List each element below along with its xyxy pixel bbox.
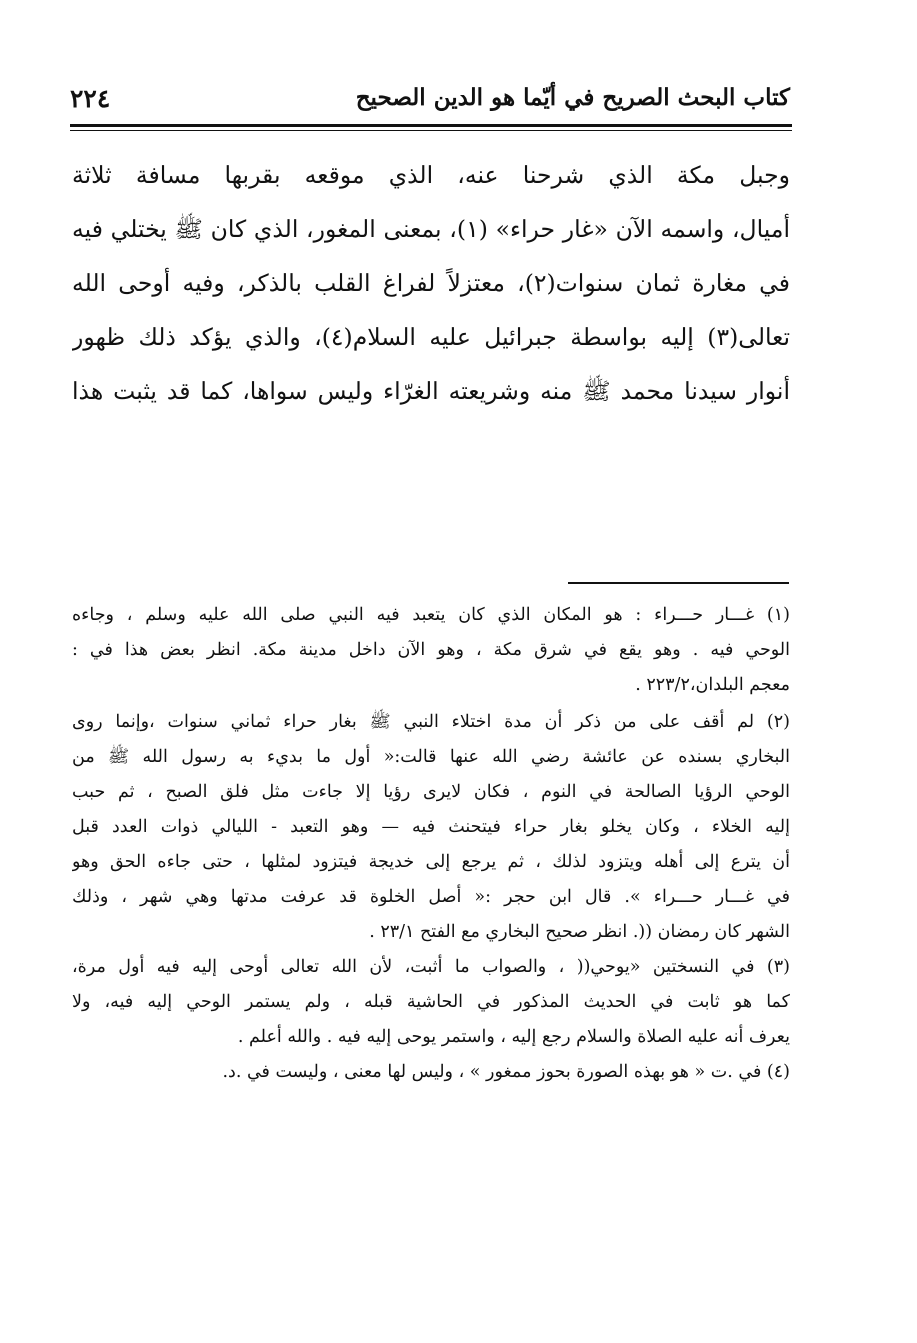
footnote-line: في غـــار حـــراء ». قال ابن حجر :« أصل الخلوة قد عرفت مدتها وهي شهر ، وذلك bbox=[72, 887, 790, 907]
footnote-line: (٣) في النسختين «يوحي(( ، والصواب ما أثبت، لأن الله تعالى أوحى إليه فيه أول مرة، bbox=[72, 957, 790, 977]
footnote-line: يعرف أنه عليه الصلاة والسلام رجع إليه ، واستمر يوحى إليه فيه . والله أعلم . bbox=[237, 1027, 790, 1047]
footnote-4 bbox=[72, 1055, 790, 1090]
header-rule-thick bbox=[70, 124, 792, 127]
footnote-line: (١) غـــار حـــراء : هو المكان الذي كان يتعبد فيه النبي صلى الله عليه وسلم ، وجاءه bbox=[72, 605, 790, 625]
text-line: في مغارة ثمان سنوات(٢)، معتزلاً لفراغ القلب بالذكر، وفيه أوحى الله bbox=[72, 269, 790, 297]
text-line: تعالى(٣) إليه بواسطة جبرائيل عليه السلام(٤)، والذي يؤكد ذلك ظهور bbox=[72, 323, 790, 351]
footnote-line: كما هو ثابت في الحديث المذكور في الحاشية قبله ، ولم يستمر الوحي إليه فيه، ولا bbox=[72, 992, 790, 1012]
text-line: وجبل مكة الذي شرحنا عنه، الذي موقعه بقربها مسافة ثلاثة bbox=[72, 161, 790, 189]
footnote-line: (٤) في .ت « هو بهذه الصورة بحوز ممغور » ، وليس لها معنى ، وليست في .د. bbox=[222, 1062, 790, 1082]
footnote-line: الوحي فيه . وهو يقع في شرق مكة ، وهو الآن داخل مدينة مكة. انظر بعض هذا في : bbox=[72, 640, 790, 660]
footnotes bbox=[72, 598, 790, 1090]
footnote-line: الشهر كان رمضان ((. انظر صحيح البخاري مع الفتح ٢٣/١ . bbox=[369, 922, 790, 942]
text-line: أميال، واسمه الآن «غار حراء» (١)، بمعنى المغور، الذي كان ﷺ يختلي فيه bbox=[72, 215, 790, 243]
footnote-line: معجم البلدان،٢٢٣/٢ . bbox=[635, 675, 790, 695]
page-header bbox=[70, 84, 790, 120]
text-line: أنوار سيدنا محمد ﷺ منه وشريعته الغرّاء وليس سواها، كما قد يثبت هذا bbox=[72, 377, 790, 405]
footnote-line: أن يترع إلى أهله ويتزود لذلك ، ثم يرجع إلى خديجة فيتزود لمثلها ، حتى جاءه الحق وهو bbox=[72, 852, 790, 872]
footnote-line: إليه الخلاء ، وكان يخلو بغار حراء فيتحنث فيه — وهو التعبد - الليالي ذوات العدد قبل bbox=[72, 817, 790, 837]
running-title: كتاب البحث الصريح في أيّما هو الدين الصحيح bbox=[355, 84, 790, 111]
page-number: ٢٢٤ bbox=[70, 84, 111, 113]
footnote-line: الوحي الرؤيا الصالحة في النوم ، فكان لايرى رؤيا إلا جاءت مثل فلق الصبح ، ثم حبب bbox=[72, 782, 790, 802]
footnote-line: (٢) لم أقف على من ذكر أن مدة اختلاء النبي ﷺ بغار حراء ثماني سنوات ،وإنما روى bbox=[72, 712, 790, 732]
footnote-line: البخاري بسنده عن عائشة رضي الله عنها قالت:« أول ما بديء به رسول الله ﷺ من bbox=[72, 747, 790, 767]
header-rule-thin bbox=[70, 130, 792, 131]
footnote-separator bbox=[568, 582, 789, 584]
footnote-1 bbox=[72, 598, 790, 703]
footnote-2 bbox=[72, 705, 790, 950]
footnote-3 bbox=[72, 950, 790, 1055]
main-text bbox=[72, 148, 790, 418]
